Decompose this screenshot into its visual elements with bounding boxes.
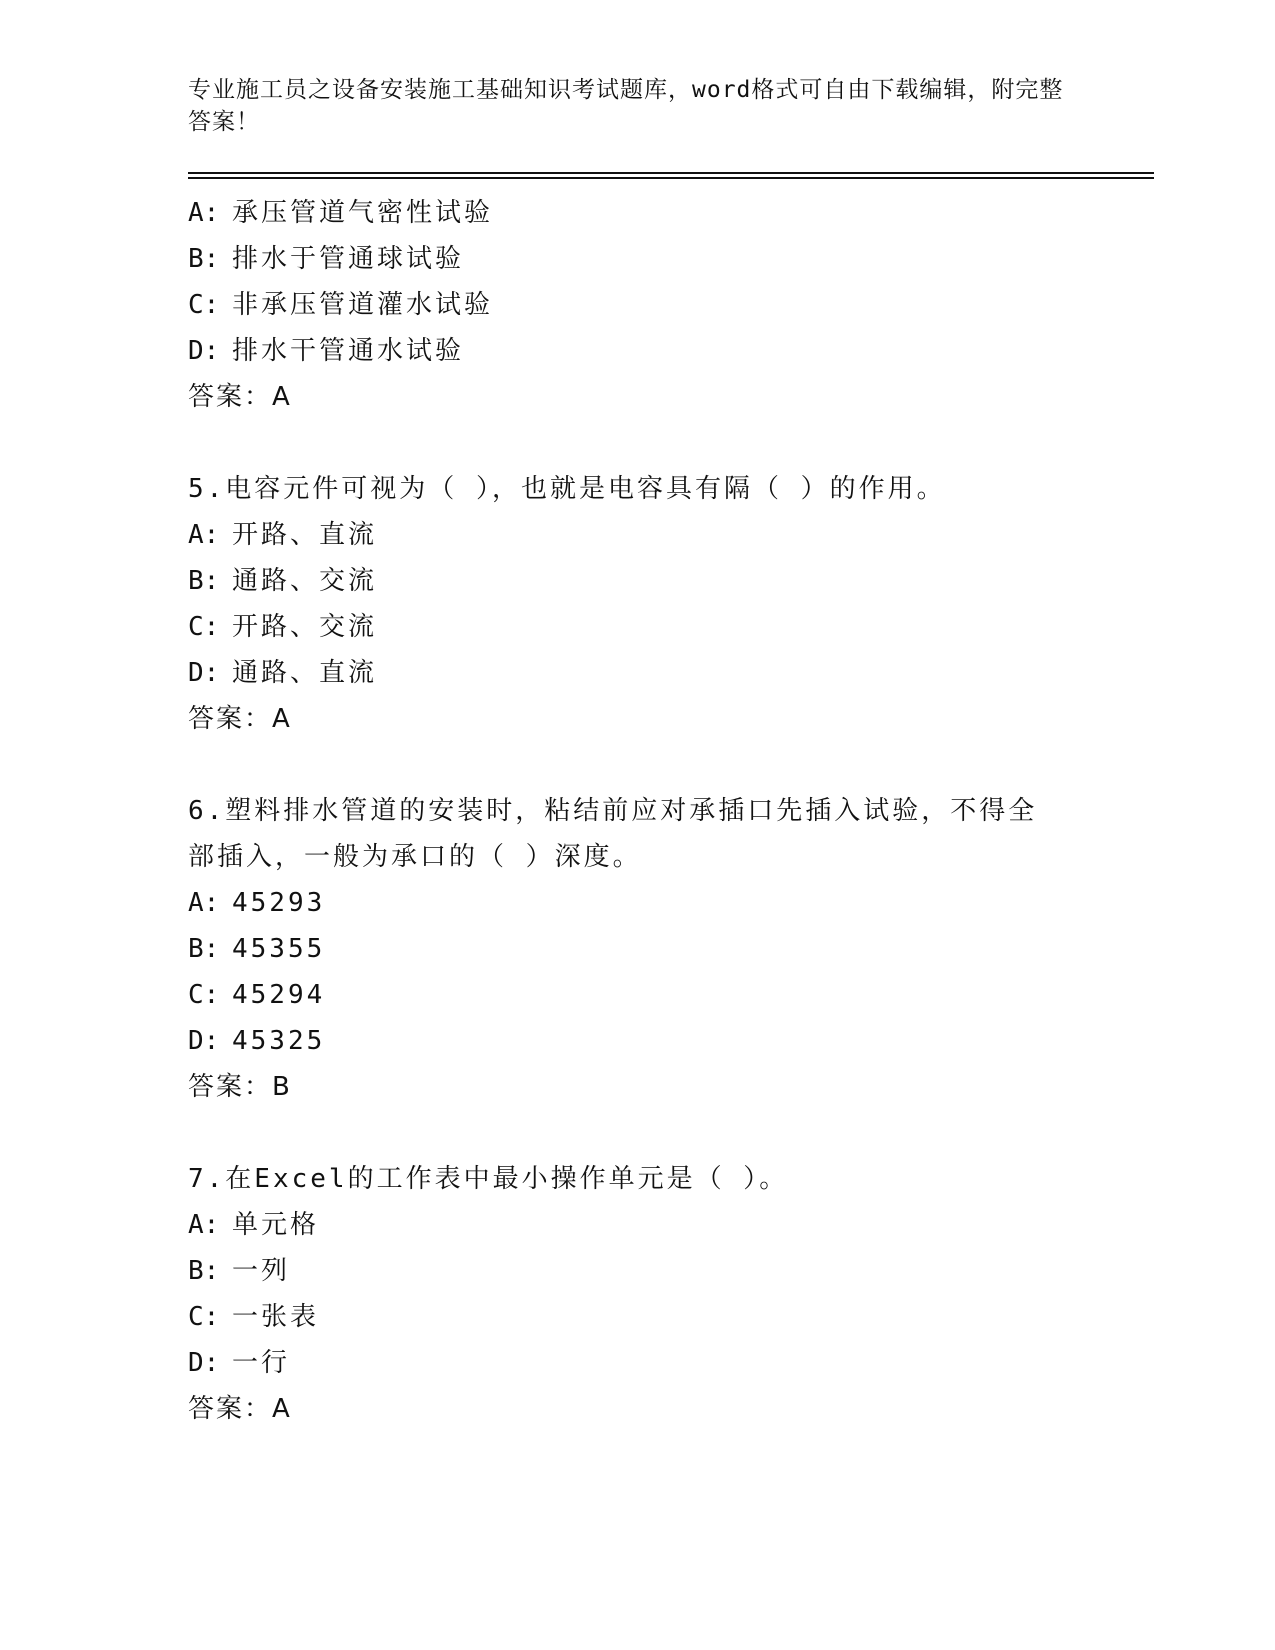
spacer — [188, 742, 1088, 788]
question-7 — [188, 1156, 1088, 1432]
option-b: B: 通路、交流 — [188, 566, 378, 596]
answer-line: 答案：A — [188, 1394, 292, 1424]
question-list — [188, 190, 1088, 1432]
answer-line: 答案：A — [188, 382, 292, 412]
question-stem: 6.塑料排水管道的安装时，粘结前应对承插口先插入试验，不得全部插入，一般为承口的（ ）深度。 — [188, 796, 1038, 872]
document-header: 专业施工员之设备安装施工基础知识考试题库，word格式可自由下载编辑，附完整答案！ — [188, 77, 1064, 135]
question-5 — [188, 466, 1088, 742]
option-c: C: 一张表 — [188, 1302, 320, 1332]
answer-line: 答案：B — [188, 1072, 292, 1102]
option-b: B: 一列 — [188, 1256, 291, 1286]
question-stem: 7.在Excel的工作表中最小操作单元是（ ）。 — [188, 1164, 789, 1194]
option-a: A: 45293 — [188, 888, 326, 918]
option-a: A: 承压管道气密性试验 — [188, 198, 494, 228]
option-d: D: 通路、直流 — [188, 658, 378, 688]
option-d: D: 排水干管通水试验 — [188, 336, 465, 366]
header-rule-top — [188, 172, 1154, 174]
header-rule-bottom — [188, 177, 1154, 179]
option-a: A: 单元格 — [188, 1210, 320, 1240]
option-b: B: 排水于管通球试验 — [188, 244, 465, 274]
option-d: D: 45325 — [188, 1026, 326, 1056]
question-stem: 5.电容元件可视为（ ），也就是电容具有隔（ ）的作用。 — [188, 474, 946, 504]
spacer — [188, 420, 1088, 466]
option-d: D: 一行 — [188, 1348, 291, 1378]
question-6 — [188, 788, 1088, 1110]
option-c: C: 开路、交流 — [188, 612, 378, 642]
spacer — [188, 1110, 1088, 1156]
option-a: A: 开路、直流 — [188, 520, 378, 550]
answer-line: 答案：A — [188, 704, 292, 734]
option-b: B: 45355 — [188, 934, 326, 964]
question-4-continued — [188, 190, 1088, 420]
option-c: C: 45294 — [188, 980, 326, 1010]
option-c: C: 非承压管道灌水试验 — [188, 290, 494, 320]
